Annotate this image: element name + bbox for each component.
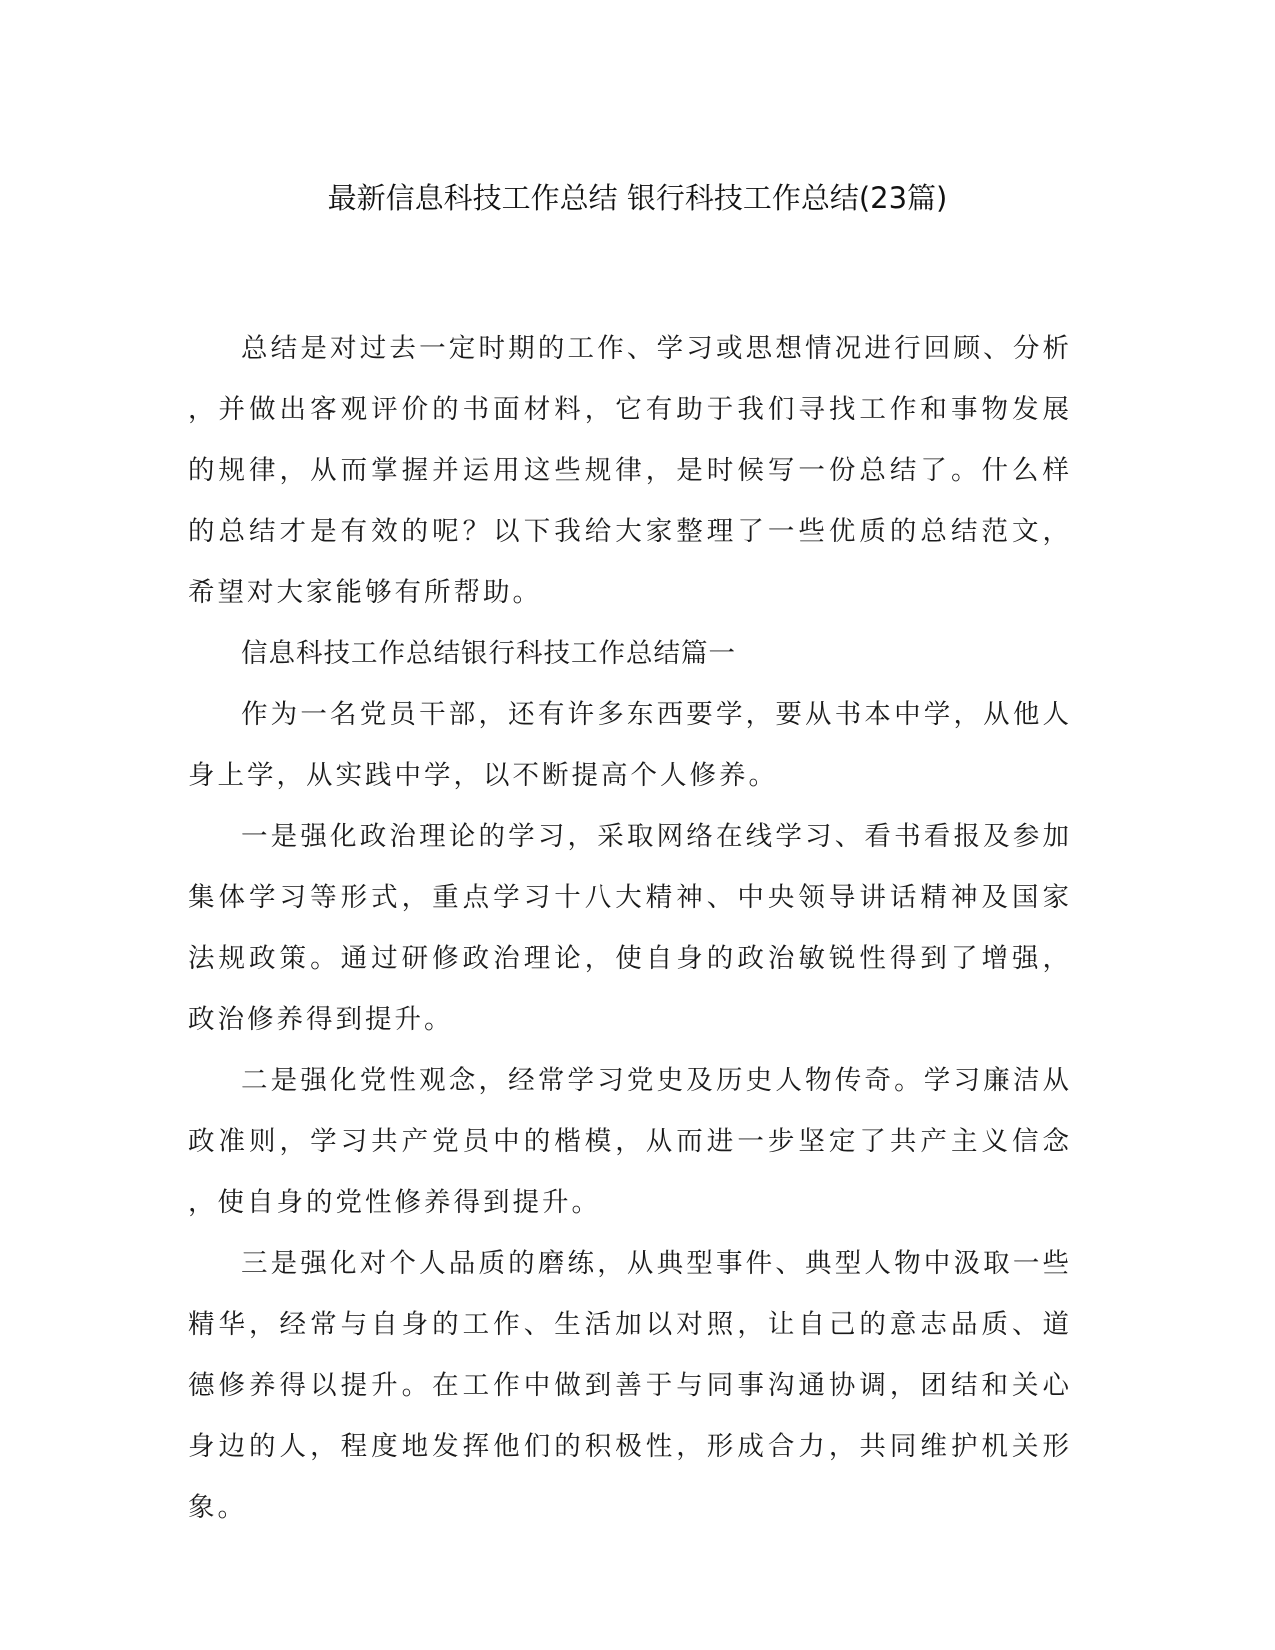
- body-paragraph-1: 作为一名党员干部，还有许多东西要学，要从书本中学，从他人身上学，从实践中学，以不断提高个人修养。: [188, 699, 1072, 791]
- body-paragraph-4: 三是强化对个人品质的磨练，从典型事件、典型人物中汲取一些精华，经常与自身的工作、生活加以对照，让自己的意志品质、道德修养得以提升。在工作中做到善于与同事沟通协调，团结和关心身边的人，程度地发挥他们的积极性，形成合力，共同维护机关形象。: [188, 1248, 1072, 1523]
- body-paragraph-2: 一是强化政治理论的学习，采取网络在线学习、看书看报及参加集体学习等形式，重点学习十八大精神、中央领导讲话精神及国家法规政策。通过研修政治理论，使自身的政治敏锐性得到了增强，政治修养得到提升。: [188, 821, 1072, 1035]
- intro-paragraph: 总结是对过去一定时期的工作、学习或思想情况进行回顾、分析，并做出客观评价的书面材料，它有助于我们寻找工作和事物发展的规律，从而掌握并运用这些规律，是时候写一份总结了。什么样的总结才是有效的呢？以下我给大家整理了一些优质的总结范文，希望对大家能够有所帮助。: [188, 333, 1072, 608]
- document-body: [188, 318, 1072, 1538]
- body-paragraph-3: 二是强化党性观念，经常学习党史及历史人物传奇。学习廉洁从政准则，学习共产党员中的楷模，从而进一步坚定了共产主义信念，使自身的党性修养得到提升。: [188, 1065, 1072, 1218]
- section-heading: 信息科技工作总结银行科技工作总结篇一: [241, 638, 736, 669]
- document-title: 最新信息科技工作总结 银行科技工作总结(23篇): [327, 181, 948, 215]
